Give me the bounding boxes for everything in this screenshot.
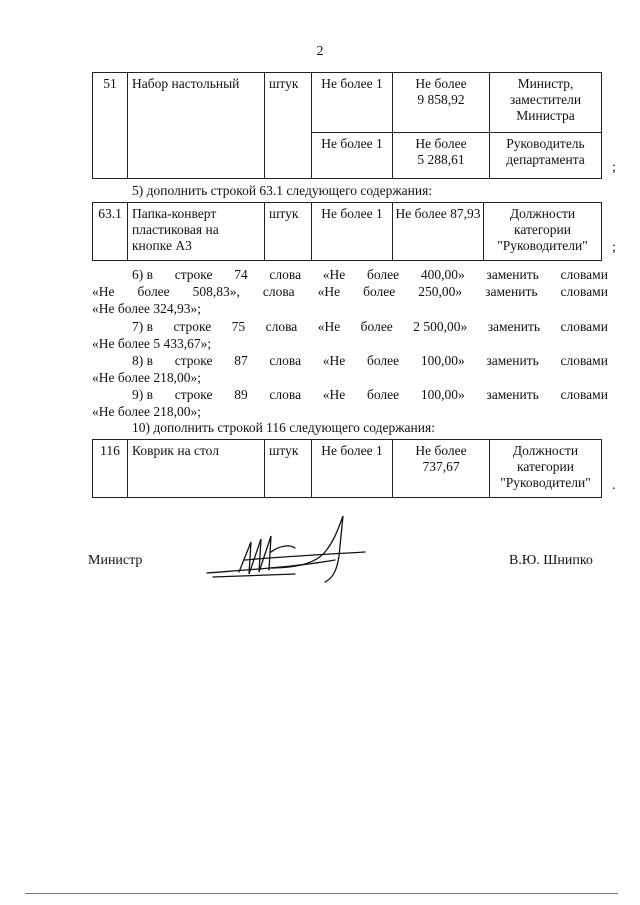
- table-row: [93, 440, 602, 498]
- word: строке: [174, 387, 213, 402]
- unit: штук: [265, 440, 312, 498]
- quantity: Не более 1: [312, 73, 393, 133]
- price-cell: [393, 73, 490, 133]
- item-6-line-1: [92, 266, 608, 283]
- price-label: Не более: [415, 136, 467, 151]
- position-cell: [490, 73, 602, 133]
- position-cell: [490, 133, 602, 179]
- word: более: [366, 267, 400, 282]
- position-line: департамента: [506, 152, 585, 167]
- word: 87: [234, 353, 248, 368]
- word: заменить: [486, 387, 539, 402]
- name-line: Папка-конверт: [132, 206, 217, 221]
- price-cell: [393, 440, 490, 498]
- name-line: пластиковая на: [132, 222, 219, 237]
- position-line: категории: [516, 459, 575, 474]
- word: «Не: [322, 387, 346, 402]
- word: 250,00»: [418, 284, 463, 299]
- word: более: [366, 387, 400, 402]
- quantity: Не более 1: [312, 203, 393, 261]
- word: словами: [560, 387, 608, 402]
- word: словами: [560, 353, 608, 368]
- word: «Не: [322, 353, 346, 368]
- row-number: 51: [93, 73, 128, 179]
- row-end-mark: ;: [612, 240, 616, 255]
- table-row: [93, 73, 602, 133]
- item-5-text: 5) дополнить строкой 63.1 следующего содержания:: [132, 183, 433, 198]
- row-number: 63.1: [93, 203, 128, 261]
- item-10-text: 10) дополнить строкой 116 следующего содержания:: [132, 420, 435, 435]
- word: 74: [234, 267, 248, 282]
- word: «Не: [92, 284, 115, 299]
- item-6-line-3: «Не более 324,93»;: [92, 301, 202, 316]
- position-cell: [490, 440, 602, 498]
- price-label: Не более: [415, 443, 467, 458]
- row-number: 116: [93, 440, 128, 498]
- word: слова: [262, 284, 295, 299]
- item-name: [128, 203, 265, 261]
- word: 6) в: [132, 267, 153, 282]
- word: 400,00»: [420, 267, 465, 282]
- word: строке: [174, 353, 213, 368]
- word: заменить: [485, 284, 538, 299]
- price-value: 737,67: [422, 459, 460, 474]
- price-label: Не более: [415, 76, 467, 91]
- unit: штук: [265, 73, 312, 179]
- word: 9) в: [132, 387, 153, 402]
- item-name: Коврик на стол: [128, 440, 265, 498]
- price-cell: [393, 133, 490, 179]
- word: более: [360, 319, 393, 334]
- quantity: Не более 1: [312, 440, 393, 498]
- price-value: 9 858,92: [417, 92, 465, 107]
- price: Не более 87,93: [393, 203, 484, 261]
- position-line: заместители: [509, 92, 582, 107]
- position-line: Министр,: [517, 76, 574, 91]
- item-9-line-1: [92, 386, 608, 403]
- item-9-line-2: «Не более 218,00»;: [92, 404, 202, 419]
- word: «Не: [317, 284, 341, 299]
- word: 7) в: [132, 319, 153, 334]
- word: «Не: [317, 319, 341, 334]
- row-end-mark: ;: [612, 160, 616, 175]
- unit: штук: [265, 203, 312, 261]
- word: 100,00»: [420, 353, 465, 368]
- word: словами: [560, 284, 608, 299]
- word: строке: [174, 267, 213, 282]
- page-bottom-rule: [25, 893, 618, 894]
- word: 2 500,00»: [413, 319, 468, 334]
- item-name: Набор настольный: [128, 73, 265, 179]
- word: более: [366, 353, 400, 368]
- position-line: категории: [513, 222, 572, 237]
- word: 75: [231, 319, 246, 334]
- table-item-116: [92, 439, 602, 498]
- word: словами: [560, 267, 608, 282]
- word: 508,83»,: [192, 284, 240, 299]
- quantity: Не более 1: [312, 133, 393, 179]
- word: строке: [173, 319, 212, 334]
- word: 8) в: [132, 353, 153, 368]
- item-8-line-1: [92, 352, 608, 369]
- name-line: кнопке А3: [132, 238, 192, 253]
- word: более: [363, 284, 396, 299]
- price-value: 5 288,61: [417, 152, 465, 167]
- word: слова: [269, 267, 302, 282]
- word: 89: [234, 387, 248, 402]
- word: 100,00»: [420, 387, 465, 402]
- word: слова: [269, 353, 302, 368]
- position-line: Должности: [509, 206, 576, 221]
- signatory-title: Министр: [88, 553, 143, 568]
- position-line: Руководитель: [506, 136, 585, 151]
- position-cell: [484, 203, 602, 261]
- word: заменить: [486, 353, 539, 368]
- table-row: [93, 203, 602, 261]
- page-number: 2: [316, 44, 324, 59]
- word: «Не: [322, 267, 346, 282]
- handwritten-signature: [205, 512, 375, 587]
- word: заменить: [487, 319, 541, 334]
- item-8-line-2: «Не более 218,00»;: [92, 370, 202, 385]
- position-line: "Руководители": [497, 238, 588, 253]
- word: более: [137, 284, 170, 299]
- table-items-51: [92, 72, 602, 179]
- position-line: Должности: [512, 443, 579, 458]
- word: слова: [269, 387, 302, 402]
- row-end-mark: .: [612, 478, 616, 493]
- word: словами: [560, 319, 608, 334]
- position-line: "Руководители": [500, 475, 591, 490]
- position-line: Министра: [516, 108, 575, 123]
- table-item-63-1: [92, 202, 602, 261]
- item-7-line-2: «Не более 5 433,67»;: [92, 336, 212, 351]
- word: слова: [265, 319, 298, 334]
- item-7-line-1: [92, 318, 608, 335]
- signatory-name: В.Ю. Шнипко: [509, 553, 593, 568]
- item-6-line-2: [92, 283, 608, 300]
- word: заменить: [486, 267, 539, 282]
